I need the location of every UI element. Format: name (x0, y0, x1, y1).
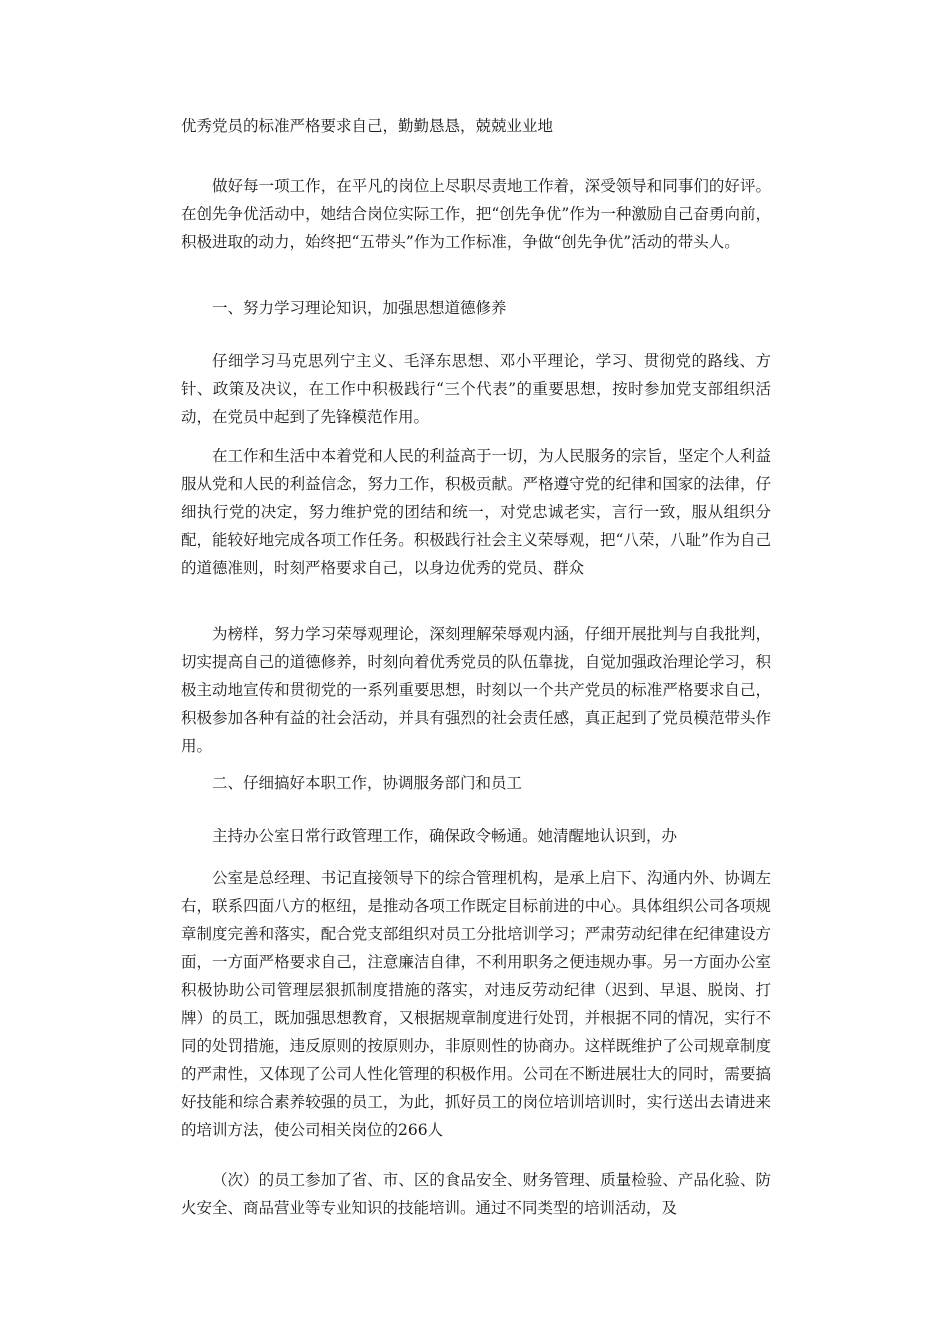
section-heading-1: 一、努力学习理论知识，加强思想道德修养 (212, 299, 507, 317)
paragraph-office-admin: 主持办公室日常行政管理工作，确保政令畅通。她清醒地认识到，办 (212, 827, 678, 845)
paragraph-party-discipline: 在工作和生活中本着党和人民的利益高于一切，为人民服务的宗旨，坚定个人利益服从党和人民的利益信念，努力工作，积极贡献。严格遵守党的纪律和国家的法律，仔细执行党的决定，努力维护党的团结和统一，对党忠诚老实，言行一致，服从组织分配，能较好地完成各项工作任务。积极践行社会主义荣辱观，把“八荣，八耻”作为自己的道德准则，时刻严格要求自己，以身边优秀的党员、群众 (181, 447, 771, 577)
paragraph-theory-study: 仔细学习马克思列宁主义、毛泽东思想、邓小平理论，学习、贯彻党的路线、方针、政策及决议，在工作中积极践行“三个代表”的重要思想，按时参加党支部组织活动，在党员中起到了先锋模范作用。 (181, 352, 771, 426)
paragraph-role-model: 为榜样，努力学习荣辱观理论，深刻理解荣辱观内涵，仔细开展批判与自我批判，切实提高自己的道德修养，时刻向着优秀党员的队伍靠拢，自觉加强政治理论学习，积极主动地宣传和贯彻党的一系列重要思想，时刻以一个共产党员的标准严格要求自己，积极参加各种有益的社会活动，并具有强烈的社会责任感，真正起到了党员模范带头作用。 (181, 625, 771, 755)
paragraph-office-description: 公室是总经理、书记直接领导下的综合管理机构，是承上启下、沟通内外、协调左右，联系四面八方的枢纽，是推动各项工作既定目标前进的中心。具体组织公司各项规章制度完善和落实，配合党支部组织对员工分批培训学习；严肃劳动纪律在纪律建设方面，一方面严格要求自己，注意廉洁自律，不利用职务之便违规办事。另一方面办公室积极协助公司管理层狠抓制度措施的落实，对违反劳动纪律（迟到、早退、脱岗、打牌）的员工，既加强思想教育，又根据规章制度进行处罚，并根据不同的情况，实行不同的处罚措施，违反原则的按原则办，非原则性的协商办。这样既维护了公司规章制度的严肃性，又体现了公司人性化管理的积极作用。公司在不断进展壮大的同时，需要搞好技能和综合素养较强的员工，为此，抓好员工的岗位培训培训时，实行送出去请进来的培训方法，使公司相关岗位的266人 (181, 869, 771, 1139)
paragraph-work-evaluation: 做好每一项工作，在平凡的岗位上尽职尽责地工作着，深受领导和同事们的好评。在创先争优活动中，她结合岗位实际工作，把“创先争优”作为一种激励自己奋勇向前，积极进取的动力，始终把“五带头”作为工作标准，争做“创先争优”活动的带头人。 (181, 177, 771, 251)
paragraph-training: （次）的员工参加了省、市、区的食品安全、财务管理、质量检验、产品化验、防火安全、商品营业等专业知识的技能培训。通过不同类型的培训活动，及 (181, 1171, 771, 1217)
section-heading-2: 二、仔细搞好本职工作，协调服务部门和员工 (212, 774, 523, 792)
paragraph-opening-line: 优秀党员的标准严格要求自己，勤勤恳恳，兢兢业业地 (181, 117, 554, 135)
